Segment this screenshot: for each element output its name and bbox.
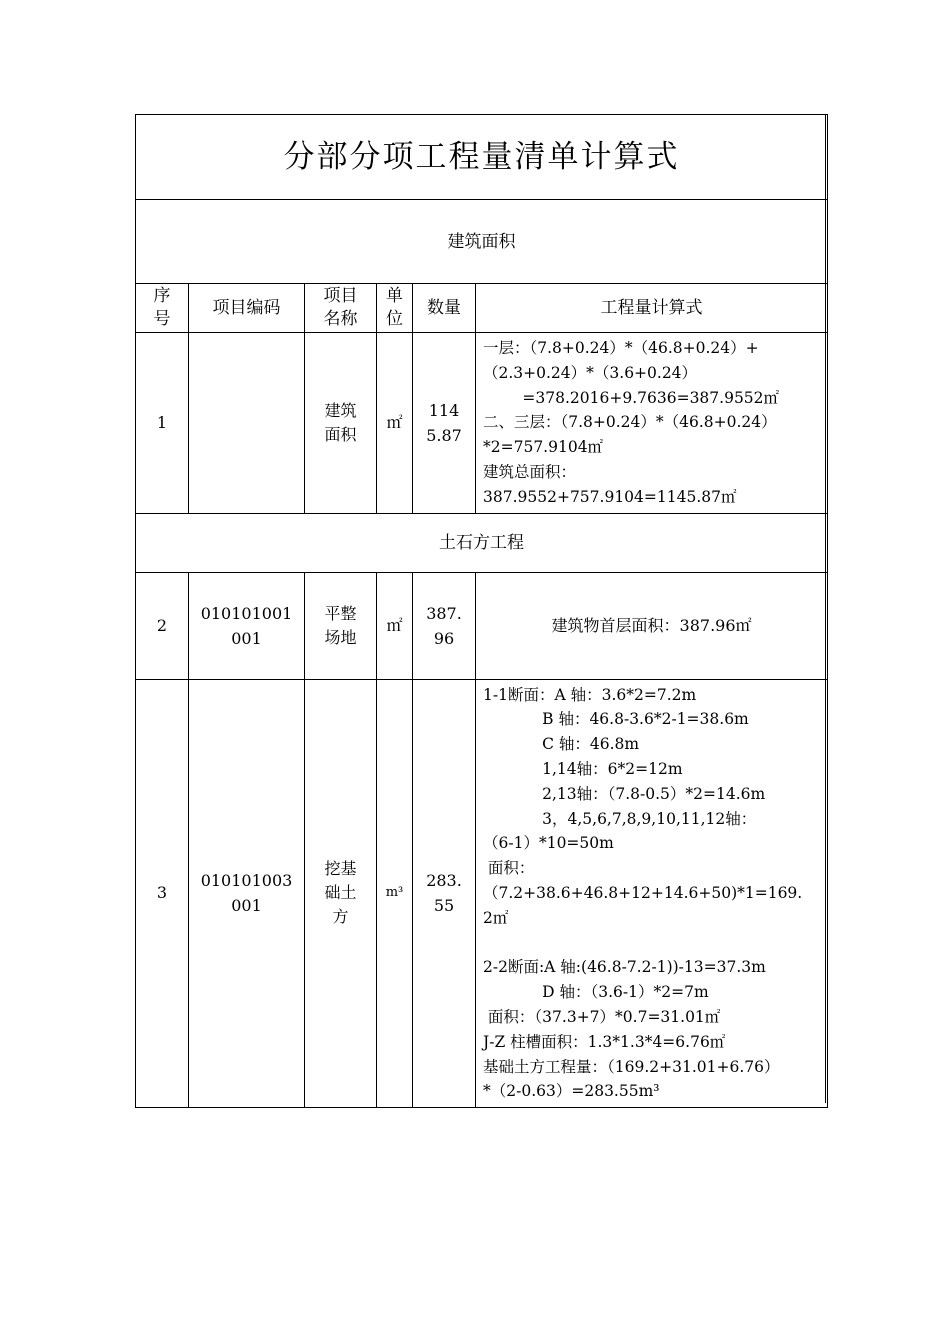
row-formula: 建筑物首层面积：387.96㎡ [476,572,828,679]
header-qty: 数量 [413,284,476,333]
row-name: 建筑面积 [305,333,377,514]
row-formula: 1-1断面：A 轴：3.6*2=7.2m B 轴：46.8-3.6*2-1=38.6m C 轴：46.8m 1,14轴：6*2=12m 2,13轴：（7.8-0.5）*2=14.6m 3，4,5,6,7,8,9,10,11,12轴： （6-1）*10=50m 面积： （7.2+38.6+46.8+12+14.6+50)*1=169. 2㎡ 2-2断面:A 轴:(46.8-7.2-1))-13=37.3m D 轴：（3.6-1）*2=7m 面积：（37.3+7）*0.7=31.01㎡ J-Z 柱槽面积：1.3*1.3*4=6.76㎡ 基础土方工程量：（169.2+31.01+6.76） *（2-0.63）=283.55m³ [476,679,828,1108]
row-index: 3 [136,679,189,1108]
table-row [136,679,828,1108]
row-unit: m³ [377,679,413,1108]
row-unit: ㎡ [377,333,413,514]
row-qty: 283.55 [413,679,476,1108]
header-code: 项目编码 [189,284,305,333]
header-unit: 单位 [377,284,413,333]
row-qty: 1145.87 [413,333,476,514]
row-name: 平整场地 [305,572,377,679]
header-index: 序号 [136,284,189,333]
table-row [136,333,828,514]
row-unit: ㎡ [377,572,413,679]
page-title: 分部分项工程量清单计算式 [136,115,828,200]
quantity-table [135,114,828,1108]
row-code: 010101003001 [189,679,305,1108]
row-formula: 一层：（7.8+0.24）*（46.8+0.24）+ （2.3+0.24）*（3.6+0.24） =378.2016+9.7636=387.9552㎡ 二、三层：（7.8+0.24）*（46.8+0.24） *2=757.9104㎡ 建筑总面积： 387.9552+757.9104=1145.87㎡ [476,333,828,514]
row-code: 010101001001 [189,572,305,679]
header-formula: 工程量计算式 [476,284,828,333]
row-code [189,333,305,514]
row-index: 2 [136,572,189,679]
section-earthwork: 土石方工程 [136,513,828,572]
table-header [136,284,828,333]
section-building-area: 建筑面积 [136,200,828,284]
table-right-edge [825,114,826,1103]
calc-sheet [135,114,827,1108]
header-name: 项目名称 [305,284,377,333]
row-name: 挖基础土方 [305,679,377,1108]
row-qty: 387.96 [413,572,476,679]
row-index: 1 [136,333,189,514]
table-row [136,572,828,679]
